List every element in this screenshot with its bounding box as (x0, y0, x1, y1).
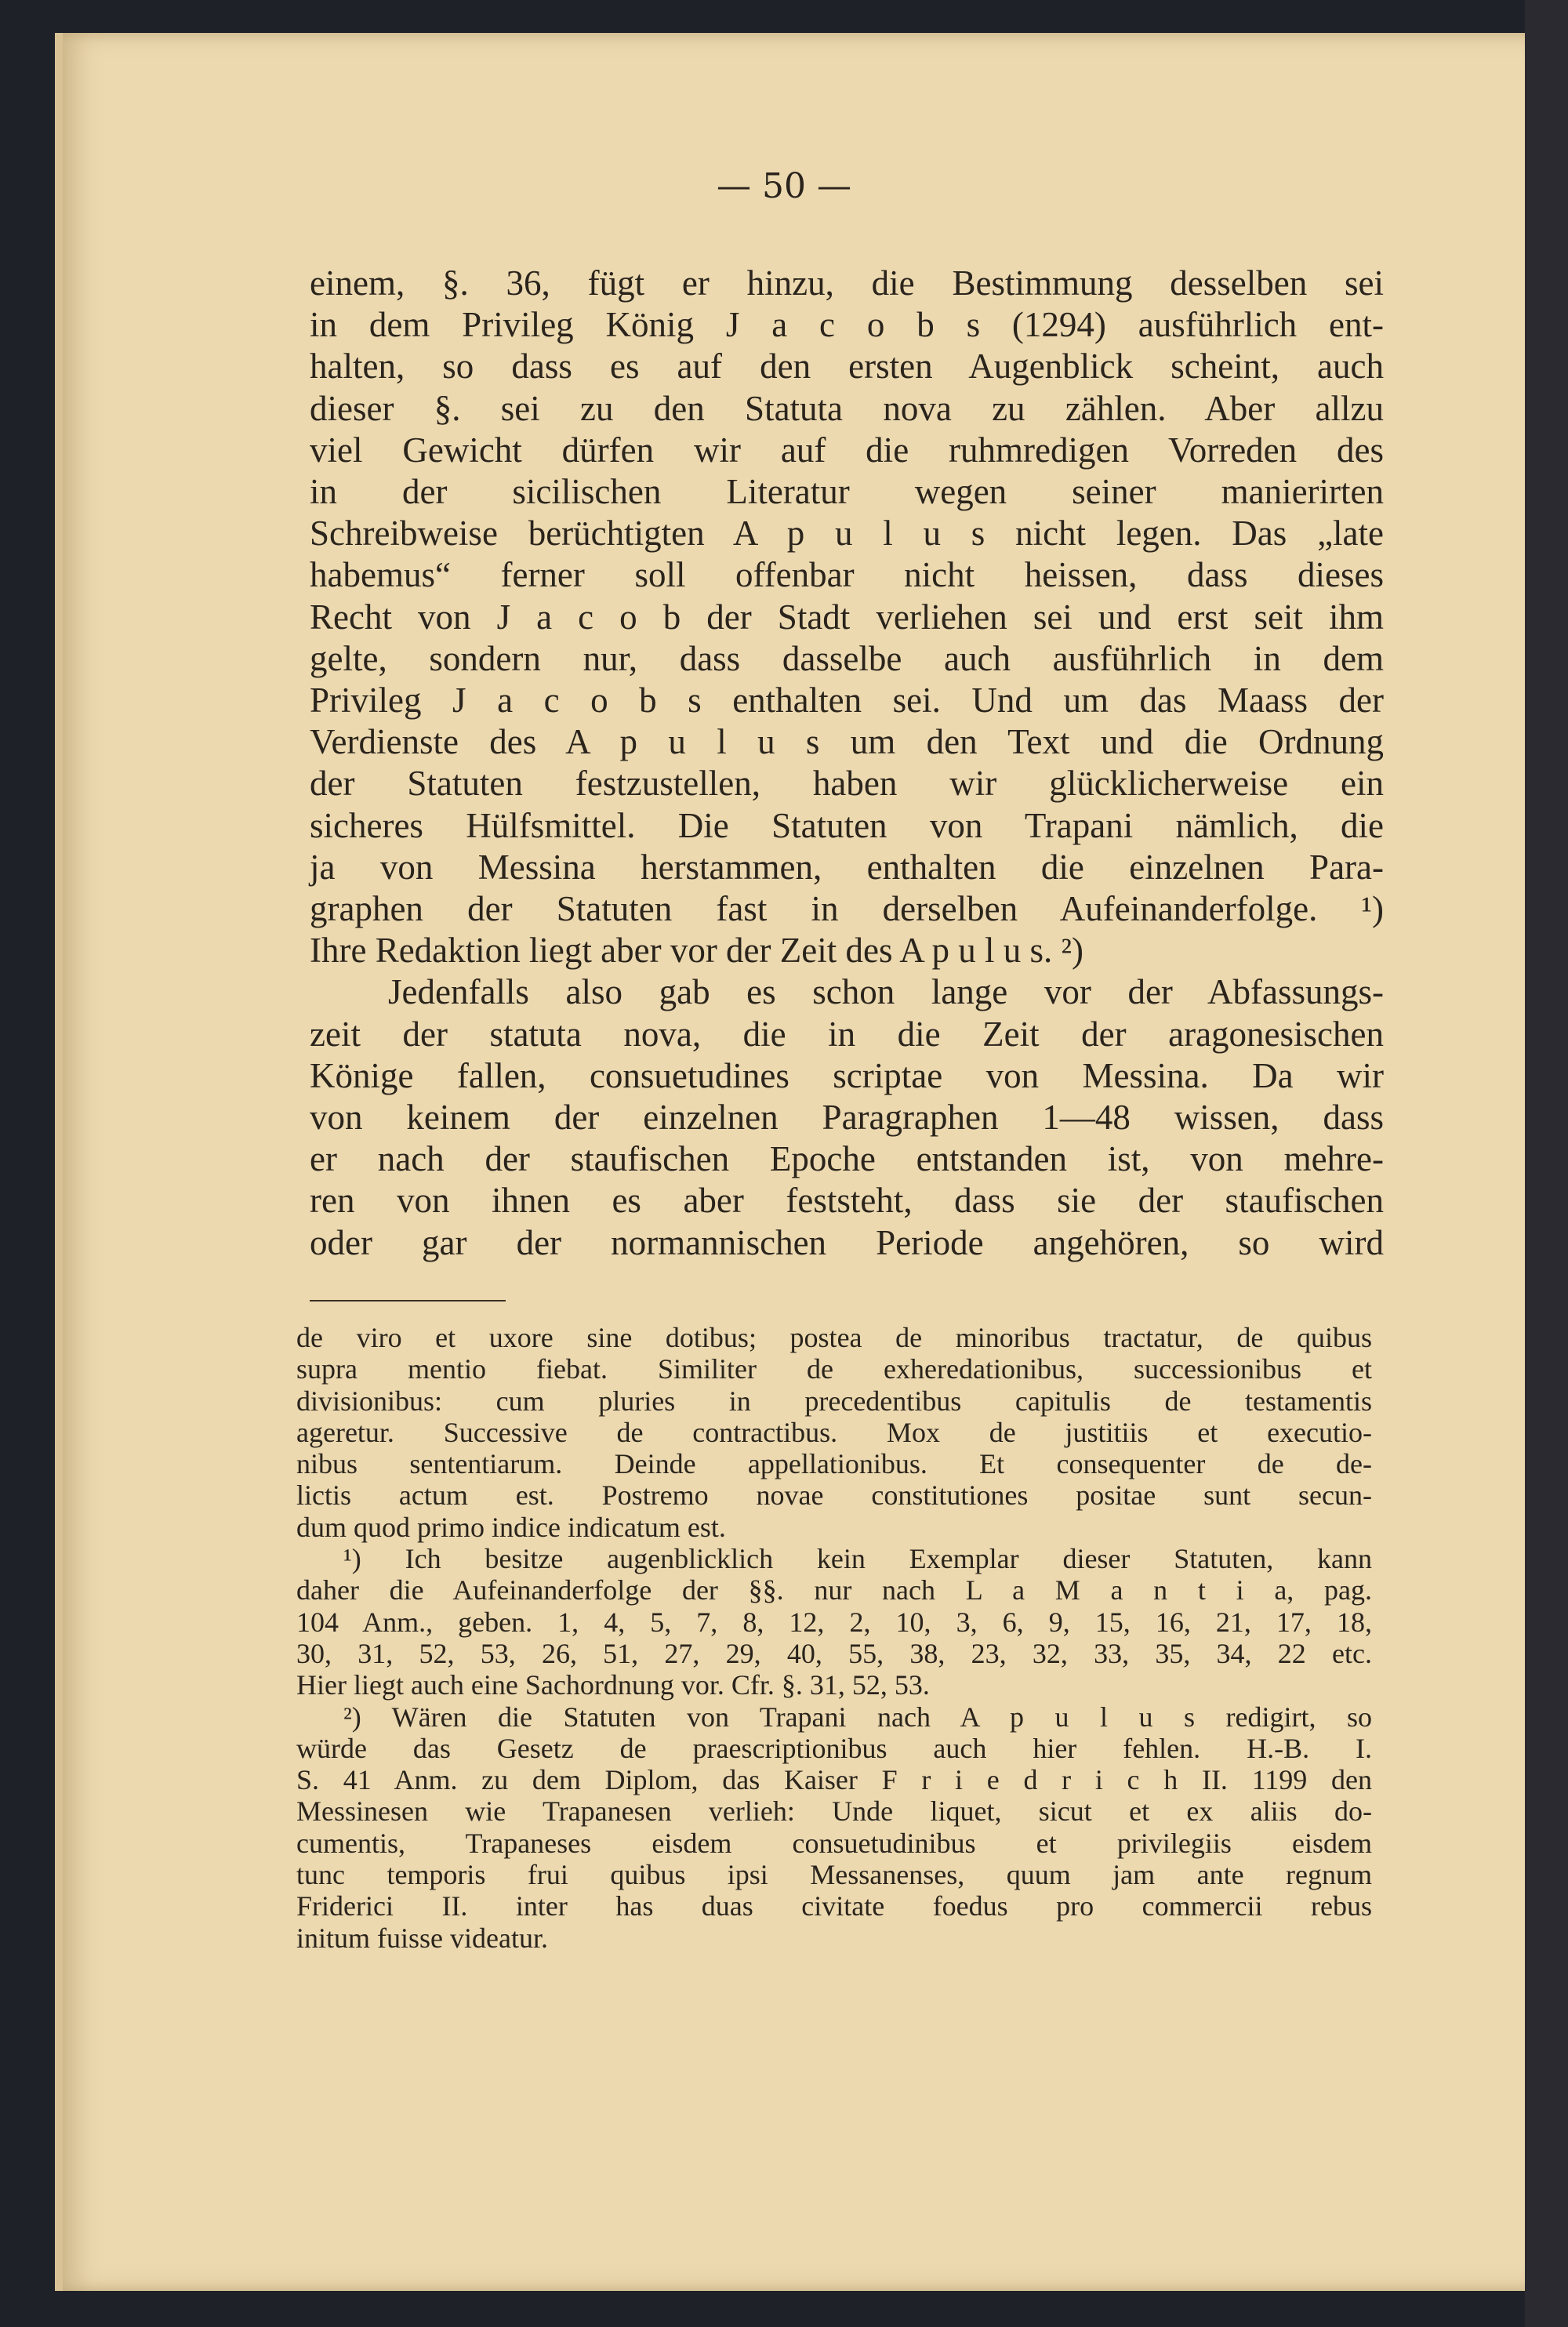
main-text-line: in dem Privileg König J a c o b s (1294) ausführlich ent- (310, 305, 1384, 345)
main-text-line: oder gar der normannischen Periode angehören, so wird (310, 1222, 1384, 1262)
footnote-line: supra mentio fiebat. Similiter de exheredationibus, successionibus et (296, 1353, 1372, 1385)
main-text-line: Jedenfalls also gab es schon lange vor der Abfassungs- (388, 972, 1384, 1012)
main-text-line: er nach der staufischen Epoche entstanden ist, von mehre- (310, 1139, 1384, 1179)
main-text-line: Schreibweise berüchtigten A p u l u s nicht legen. Das „late (310, 514, 1384, 554)
footnote-line: ageretur. Successive de contractibus. Mox de justitiis et executio- (296, 1416, 1372, 1448)
main-text-line: ren von ihnen es aber feststeht, dass sie der staufischen (310, 1181, 1384, 1221)
footnote-line: tunc temporis frui quibus ipsi Messanenses, quum jam ante regnum (296, 1859, 1372, 1891)
main-text-line: halten, so dass es auf den ersten Augenblick scheint, auch (310, 347, 1384, 387)
main-text-line: Ihre Redaktion liegt aber vor der Zeit des A p u l u s. ²) (310, 931, 1083, 971)
main-text-line: gelte, sondern nur, dass dasselbe auch ausführlich in dem (310, 638, 1384, 678)
footnotes (296, 1322, 1372, 1954)
footnote-line: ¹) Ich besitze augenblicklich kein Exemplar dieser Statuten, kann (343, 1543, 1372, 1575)
main-text-line: Privileg J a c o b s enthalten sei. Und um das Maass der (310, 681, 1384, 721)
footnote-line: S. 41 Anm. zu dem Diplom, das Kaiser F r i e d r i c h II. 1199 den (296, 1764, 1372, 1796)
main-text-line: einem, §. 36, fügt er hinzu, die Bestimmung desselben sei (310, 263, 1384, 303)
footnote-line: nibus sententiarum. Deinde appellationibus. Et consequenter de de- (296, 1448, 1372, 1480)
main-text-line: Recht von J a c o b der Stadt verliehen sei und erst seit ihm (310, 597, 1384, 637)
footnote-line: Hier liegt auch eine Sachordnung vor. Cfr. §. 31, 52, 53. (296, 1669, 930, 1701)
footnote-line: dum quod primo indice indicatum est. (296, 1511, 726, 1543)
footnote-line: daher die Aufeinanderfolge der §§. nur nach L a M a n t i a, pag. (296, 1574, 1372, 1606)
footnote-line: Friderici II. inter has duas civitate foedus pro commercii rebus (296, 1890, 1372, 1922)
main-text-line: in der sicilischen Literatur wegen seiner manierirten (310, 472, 1384, 512)
main-text-line: viel Gewicht dürfen wir auf die ruhmredigen Vorreden des (310, 430, 1384, 470)
main-text-line: der Statuten festzustellen, haben wir glücklicherweise ein (310, 764, 1384, 804)
main-text-line: habemus“ ferner soll offenbar nicht heissen, dass dieses (310, 555, 1384, 595)
main-text-line: graphen der Statuten fast in derselben Aufeinanderfolge. ¹) (310, 889, 1384, 929)
footnote-line: würde das Gesetz de praescriptionibus auch hier fehlen. H.-B. I. (296, 1732, 1372, 1764)
footnote-line: lictis actum est. Postremo novae constitutiones positae sunt secun- (296, 1479, 1372, 1512)
footnote-line: initum fuisse videatur. (296, 1922, 548, 1954)
footnote-rule (310, 1300, 506, 1301)
footnote-line: 104 Anm., geben. 1, 4, 5, 7, 8, 12, 2, 10, 3, 6, 9, 15, 16, 21, 17, 18, (296, 1606, 1372, 1638)
footnote-line: de viro et uxore sine dotibus; postea de minoribus tractatur, de quibus (296, 1322, 1372, 1353)
footnote-line: cumentis, Trapaneses eisdem consuetudinibus et privilegiis eisdem (296, 1827, 1372, 1859)
footnote-line: ²) Wären die Statuten von Trapani nach A p u l u s redigirt, so (343, 1701, 1372, 1733)
main-text-line: Verdienste des A p u l u s um den Text und die Ordnung (310, 722, 1384, 762)
main-text-line: zeit der statuta nova, die in die Zeit der aragonesischen (310, 1014, 1384, 1054)
footnote-line: divisionibus: cum pluries in precedentibus capitulis de testamentis (296, 1385, 1372, 1417)
main-text-line: Könige fallen, consuetudines scriptae von Messina. Da wir (310, 1055, 1384, 1095)
main-text-line: ja von Messina herstammen, enthalten die einzelnen Para- (310, 847, 1384, 887)
footnote-line: Messinesen wie Trapanesen verlieh: Unde liquet, sicut et ex aliis do- (296, 1795, 1372, 1828)
page-number: — 50 — (717, 166, 851, 206)
main-text (310, 263, 1384, 1264)
main-text-line: von keinem der einzelnen Paragraphen 1—48 wissen, dass (310, 1098, 1384, 1138)
footnote-line: 30, 31, 52, 53, 26, 51, 27, 29, 40, 55, 38, 23, 32, 33, 35, 34, 22 etc. (296, 1637, 1372, 1669)
main-text-line: sicheres Hülfsmittel. Die Statuten von Trapani nämlich, die (310, 805, 1384, 845)
main-text-line: dieser §. sei zu den Statuta nova zu zählen. Aber allzu (310, 388, 1384, 428)
scan-edge (1525, 0, 1568, 2327)
